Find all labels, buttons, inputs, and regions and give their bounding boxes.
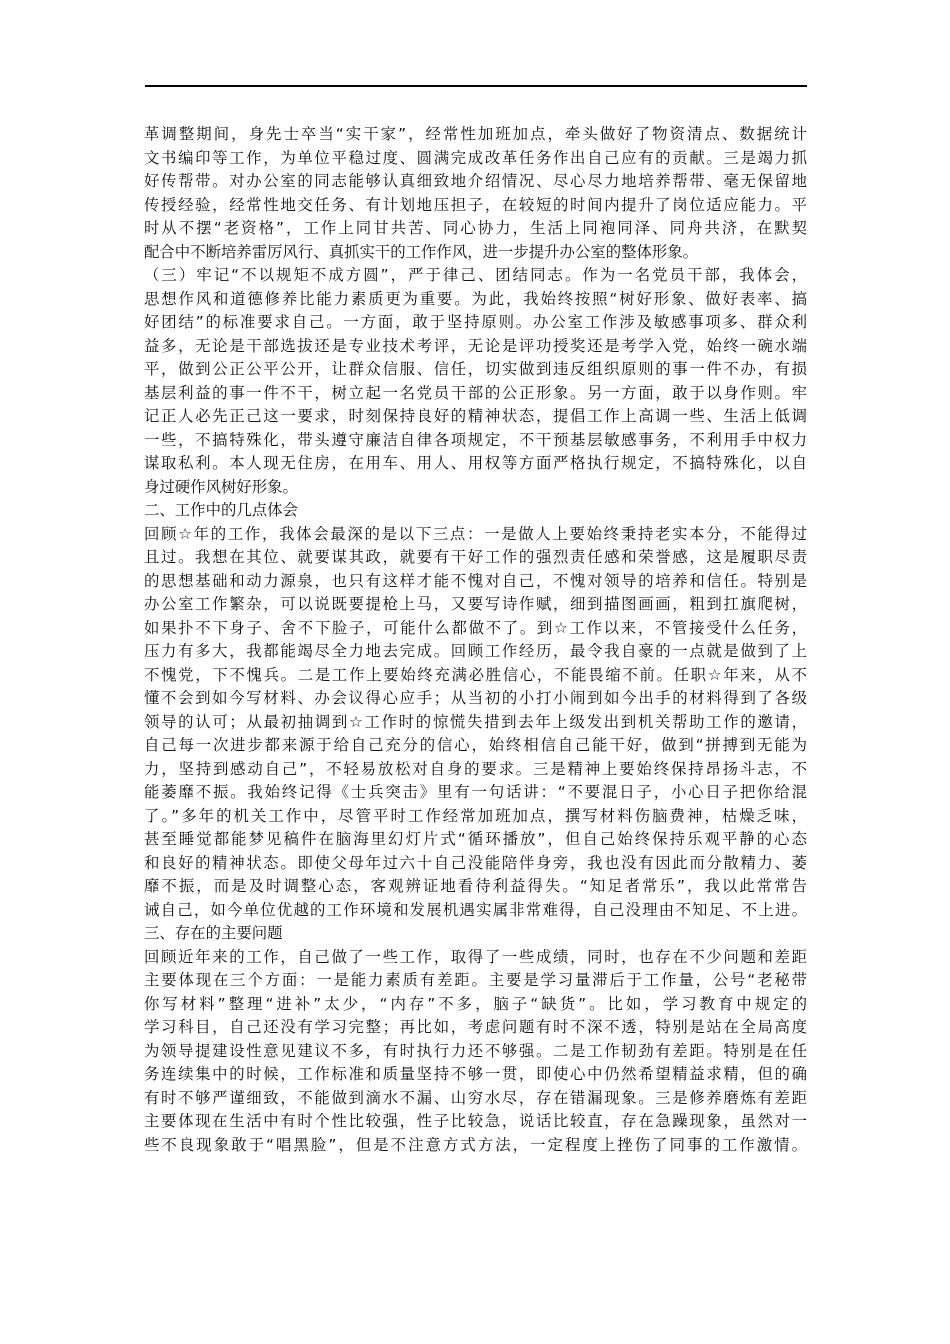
text-line: 基层利益的事一件不干，树立起一名党员干部的公正形象。另一方面，敢于以身作则。牢 xyxy=(144,383,807,402)
text-line: 谋取私利。本人现无住房，在用车、用人、用权等方面严格执行规定，不搞特殊化，以自 xyxy=(144,454,807,472)
text-line: 懂不会到如今写材料、办会议得心应手；从当初的小打小闹到如今出手的材料得到了各级 xyxy=(144,689,807,707)
text-line: 身过硬作风树好形象。 xyxy=(144,477,298,496)
text-line: 配合中不断培养雷厉风行、真抓实干的工作作风，进一步提升办公室的整体形象。 xyxy=(144,242,699,261)
text-line: 不愧党，下不愧兵。二是工作上要始终充满必胜信心，不能畏缩不前。任职☆年来，从不 xyxy=(144,665,807,684)
text-line: 些不良现象敢于“唱黑脸”，但是不注意方式方法，一定程度上挫伤了同事的工作激情。 xyxy=(144,1135,807,1154)
text-line: 为领导提建设性意见建议不多，有时执行力还不够强。二是工作韧劲有差距。特别是在任 xyxy=(144,1041,807,1060)
text-line: 平，做到公正公平公开，让群众信服、信任，切实做到违反组织原则的事一件不办，有损 xyxy=(144,360,807,378)
text-line: 好传帮带。对办公室的同志能够认真细致地介绍情况、尽心尽力地培养帮带、毫无保留地 xyxy=(144,172,807,190)
text-line: 益多，无论是干部选拔还是专业技术考评，无论是评功授奖还是考学入党，始终一碗水端 xyxy=(144,336,807,355)
text-line: 且过。我想在其位、就要谋其政，就要有干好工作的强烈责任感和荣誉感，这是履职尽责 xyxy=(144,548,807,566)
text-line: 回顾近年来的工作，自己做了一些工作，取得了一些成绩，同时，也存在不少问题和差距 xyxy=(144,947,807,966)
text-line: 学习科目，自己还没有学习完整；再比如，考虑问题有时不深不透，特别是站在全局高度 xyxy=(144,1018,807,1036)
text-line: 能萎靡不振。我始终记得《士兵突击》里有一句话讲：“不要混日子，小心日子把你给混 xyxy=(144,783,807,801)
text-line: 领导的认可；从最初抽调到☆工作时的惊慌失措到去年上级发出到机关帮助工作的邀请， xyxy=(144,712,807,731)
section-heading: 二、工作中的几点体会 xyxy=(144,501,298,519)
text-line: 思想作风和道德修养比能力素质更为重要。为此，我始终按照“树好形象、做好表率、搞 xyxy=(144,289,807,308)
document-body xyxy=(144,123,807,1181)
text-line: 记正人必先正己这一要求，时刻保持良好的精神状态，提倡工作上高调一些、生活上低调 xyxy=(144,407,807,425)
text-line: 力，坚持到感动自己”，不轻易放松对自身的要求。三是精神上要始终保持昂扬斗志，不 xyxy=(144,759,807,778)
text-line: 有时不够严谨细致，不能做到滴水不漏、山穷水尽，存在错漏现象。三是修养磨炼有差距 xyxy=(144,1088,807,1107)
text-line: 自己每一次进步都来源于给自己充分的信心，始终相信自己能干好，做到“拼搏到无能为 xyxy=(144,736,807,754)
text-line: 好团结”的标准要求自己。一方面，敢于坚持原则。办公室工作涉及敏感事项多、群众利 xyxy=(144,313,807,331)
section-heading: 三、存在的主要问题 xyxy=(144,924,283,942)
text-line: 主要体现在三个方面：一是能力素质有差距。主要是学习量滞后于工作量，公号“老秘带 xyxy=(144,971,807,989)
text-line: 主要体现在生活中有时个性比较强，性子比较急，说话比较直，存在急躁现象，虽然对一 xyxy=(144,1112,807,1130)
text-line: 一些，不搞特殊化，带头遵守廉洁自律各项规定，不干预基层敏感事务，不利用手中权力 xyxy=(144,430,807,449)
text-line: 回顾☆年的工作，我体会最深的是以下三点：一是做人上要始终秉持老实本分，不能得过 xyxy=(144,524,807,543)
text-line: 的思想基础和动力源泉，也只有这样才能不愧对自己，不愧对领导的培养和信任。特别是 xyxy=(144,571,807,590)
text-line: 革调整期间，身先士卒当“实干家”，经常性加班加点，牵头做好了物资清点、数据统计 xyxy=(144,125,807,143)
text-line: 务连续集中的时候，工作标准和质量坚持不够一贯，即使心中仍然希望精益求精，但的确 xyxy=(144,1065,807,1083)
text-line: 如果扑不下身子、舍不下脸子，可能什么都做不了。到☆工作以来，不管接受什么任务， xyxy=(144,618,807,637)
text-line: 诫自己，如今单位优越的工作环境和发展机遇实属非常难得，自己没理由不知足、不上进。 xyxy=(144,900,807,919)
header-rule xyxy=(145,85,807,87)
text-line: 靡不振，而是及时调整心态，客观辨证地看待利益得失。“知足者常乐”，我以此常常告 xyxy=(144,877,807,895)
text-line: 和良好的精神状态。即使父母年过六十自己没能陪伴身旁，我也没有因此而分散精力、萎 xyxy=(144,853,807,872)
text-line: 传授经验，经常性地交任务、有计划地压担子，在较短的时间内提升了岗位适应能力。平 xyxy=(144,195,807,214)
text-line: 压力有多大，我都能竭尽全力地去完成。回顾工作经历，最令我自豪的一点就是做到了上 xyxy=(144,642,807,660)
text-line xyxy=(144,1157,807,1181)
text-line: 甚至睡觉都能梦见稿件在脑海里幻灯片式“循环播放”，但自己始终保持乐观平静的心态 xyxy=(144,830,807,848)
text-line: 了。”多年的机关工作中，尽管平时工作经常加班加点，撰写材料伤脑费神，枯燥乏味， xyxy=(144,806,807,825)
text-line: 时从不摆“老资格”，工作上同甘共苦、同心协力，生活上同袍同泽、同舟共济，在默契 xyxy=(144,219,807,237)
text-line: （三）牢记“不以规矩不成方圆”，严于律己、团结同志。作为一名党员干部，我体会， xyxy=(144,266,807,284)
text-line: 办公室工作繁杂，可以说既要提枪上马，又要写诗作赋，细到描图画画，粗到扛旗爬树， xyxy=(144,595,807,613)
text-line: 你写材料”整理“进补”太少，“内存”不多，脑子“缺货”。比如，学习教育中规定的 xyxy=(144,994,807,1013)
text-line: 文书编印等工作，为单位平稳过度、圆满完成改革任务作出自己应有的贡献。三是竭力抓 xyxy=(144,148,807,167)
